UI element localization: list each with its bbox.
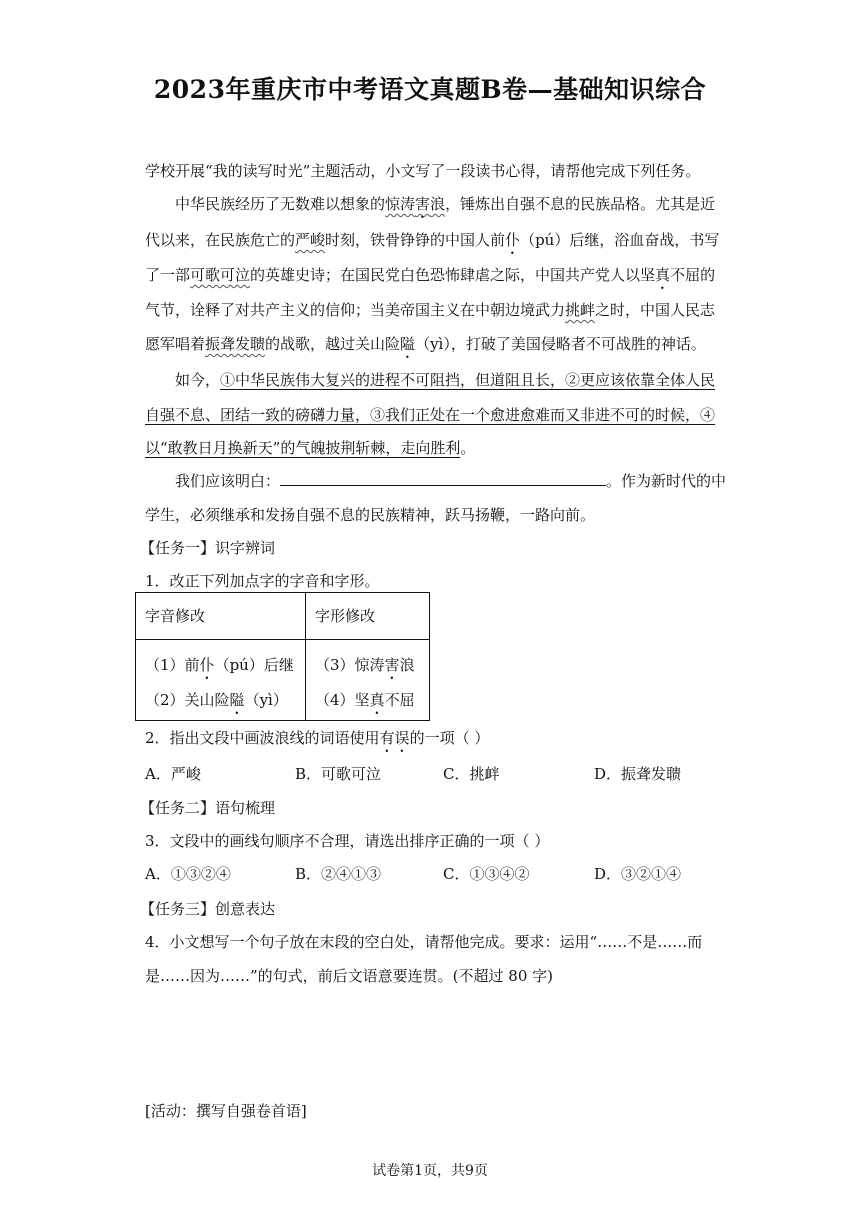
wavy-word-zhenlongfakui: 振聋发聩 (205, 335, 266, 353)
underlined-sentence: 自强不息、团结一致的磅礴力量，③我们正处在一个愈进愈难而又非进不可的时候，④ (145, 406, 716, 424)
correction-table (135, 592, 430, 721)
wavy-word-yanjun: 严峻 (295, 231, 326, 249)
table-item-4: （4）坚真不屈 (315, 691, 415, 709)
underlined-sentence: ①中华民族伟大复兴的进程不可阻挡，但道阻且长，②更应该依靠全体人民 (220, 371, 716, 389)
reading-paragraph-1-line-2: 代以来，在民族危亡的严峻时刻，铁骨铮铮的中国人前仆（pú）后继，浴血奋战，书写 (145, 231, 720, 249)
dotted-char: 害 (415, 195, 431, 213)
reading-paragraph-1-line-3: 了一部可歌可泣的英雄史诗；在国民党白色恐怖肆虐之际，中国共产党人以坚真不屈的 (145, 266, 716, 284)
question-4-line-2: 是……因为……”的句式，前后文语意要连贯。(不超过 80 字) (145, 967, 553, 985)
table-item-2: （2）关山险隘（yì） (145, 691, 288, 709)
wavy-text: 惊涛害浪 (385, 195, 446, 213)
wavy-word-tiaoxin: 挑衅 (565, 301, 596, 319)
wavy-word-kegekeqi: 可歌可泣 (190, 266, 251, 284)
table-header-character: 字形修改 (306, 593, 430, 640)
text: 中华民族经历了无数难以想象的 (175, 195, 386, 213)
q2-option-b[interactable]: B．可歌可泣 (295, 765, 382, 783)
reading-paragraph-3-line-1: 我们应该明白： 。作为新时代的中 (175, 472, 727, 490)
task-2-heading: 【任务二】语句梳理 (140, 799, 276, 817)
q2-option-d[interactable]: D．振聋发聩 (594, 765, 682, 783)
table-cell-pronunciation (136, 640, 306, 721)
question-2: 2．指出文段中画波浪线的词语使用有误的一项（ ） (145, 729, 490, 747)
intro-text: 学校开展“我的读写时光”主题活动，小文写了一段读书心得，请帮他完成下列任务。 (145, 162, 701, 180)
dotted-char: 害 (384, 656, 400, 674)
dotted-char: 隘 (400, 335, 416, 353)
q2-option-a[interactable]: A．严峻 (145, 765, 201, 783)
dotted-char: 仆 (505, 231, 521, 249)
dotted-char: 隘 (229, 691, 245, 709)
q3-option-a[interactable]: A．①③②④ (145, 865, 231, 883)
dotted-char: 真 (369, 691, 385, 709)
task-1-heading: 【任务一】识字辨词 (140, 539, 276, 557)
dotted-emphasis: 有误 (379, 729, 410, 747)
reading-paragraph-1-line-1 (175, 193, 715, 222)
reading-paragraph-2-line-3: 以“敢教日月换新天”的气魄披荆斩棘，走向胜利。 (145, 439, 476, 457)
reading-paragraph-1-line-5: 愿军唱着振聋发聩的战歌，越过关山险隘（yì），打破了美国侵略者不可战胜的神话。 (145, 335, 706, 353)
reading-paragraph-2-line-2 (145, 404, 715, 425)
reading-paragraph-1-line-4: 气节，诠释了对共产主义的信仰；当美帝国主义在中朝边境武力挑衅之时，中国人民志 (145, 301, 716, 319)
dotted-char: 真 (655, 266, 671, 284)
table-cell-character (306, 640, 430, 721)
underlined-sentence: 以“敢教日月换新天”的气魄披荆斩棘，走向胜利 (145, 439, 461, 457)
activity-label: [活动：撰写自强卷首语] (145, 1102, 307, 1120)
dotted-char: 仆 (199, 656, 215, 674)
question-4-line-1: 4．小文想写一个句子放在末段的空白处，请帮他完成。要求：运用“……不是……而 (145, 933, 703, 951)
table-header-pronunciation: 字音修改 (136, 593, 306, 640)
q3-option-d[interactable]: D．③②①④ (594, 865, 682, 883)
text: ，锤炼出自强不息的民族品格。尤其是近 (445, 195, 716, 213)
task-3-heading: 【任务三】创意表达 (140, 900, 276, 918)
answer-blank[interactable] (280, 471, 606, 486)
table-item-1: （1）前仆（pú）后继 (145, 656, 294, 674)
page-footer: 试卷第1页，共9页 (372, 1163, 488, 1179)
reading-paragraph-3-line-2: 学生，必须继承和发扬自强不息的民族精神，跃马扬鞭，一路向前。 (145, 506, 596, 524)
q2-option-c[interactable]: C．挑衅 (443, 765, 500, 783)
question-3: 3．文段中的画线句顺序不合理，请选出排序正确的一项（ ） (145, 832, 550, 850)
table-item-3: （3）惊涛害浪 (315, 656, 415, 674)
q3-option-c[interactable]: C．①③④② (443, 865, 530, 883)
reading-paragraph-2-line-1: 如今，①中华民族伟大复兴的进程不可阻挡，但道阻且长，②更应该依靠全体人民 (175, 371, 716, 389)
q3-option-b[interactable]: B．②④①③ (295, 865, 382, 883)
page-title: 2023年重庆市中考语文真题B卷—基础知识综合 (153, 75, 707, 104)
question-1: 1．改正下列加点字的字音和字形。 (145, 572, 380, 590)
